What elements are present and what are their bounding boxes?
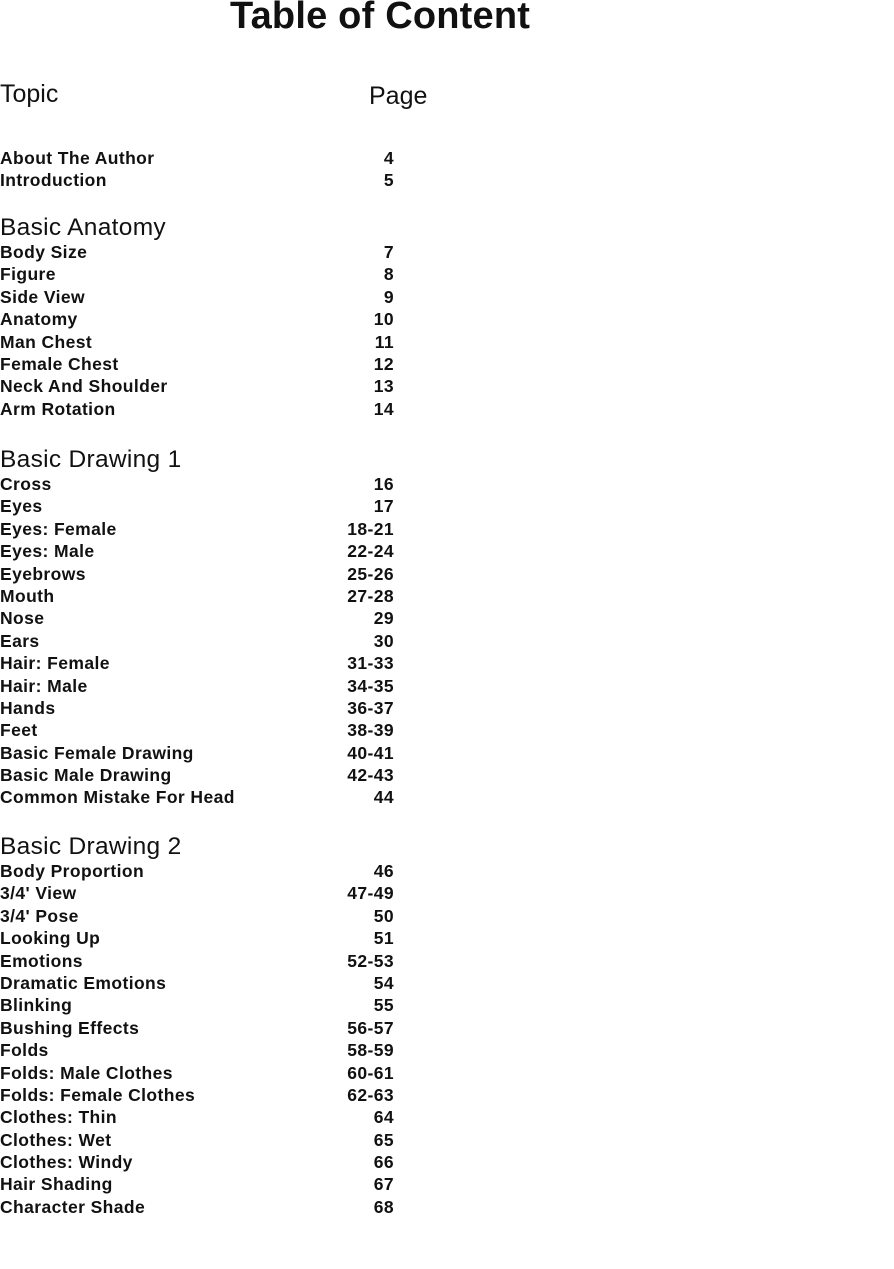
toc-entry-label: Clothes: Thin [0, 1107, 117, 1128]
toc-entry[interactable] [0, 1151, 420, 1173]
toc-entry-page: 13 [373, 376, 394, 397]
toc-entry-page: 64 [373, 1107, 394, 1128]
toc-entry-page: 60-61 [347, 1062, 394, 1083]
toc-entry-label: Folds: Male Clothes [0, 1062, 173, 1083]
toc-entry-page: 47-49 [347, 883, 394, 904]
toc-entry[interactable] [0, 882, 420, 904]
toc-entry-label: Folds: Female Clothes [0, 1084, 196, 1105]
toc-entry-page: 46 [373, 861, 394, 881]
toc-entry-page: 27-28 [347, 585, 394, 606]
toc-entry-label: 3/4' View [0, 883, 77, 904]
toc-entry[interactable] [0, 1039, 420, 1061]
toc-entry-page: 31-33 [347, 653, 394, 674]
toc-entry[interactable] [0, 652, 420, 674]
toc-entry-label: Blinking [0, 995, 73, 1016]
toc-entry-page: 38-39 [347, 720, 394, 741]
toc-entry-label: Man Chest [0, 331, 93, 352]
toc-entry[interactable] [0, 972, 420, 994]
toc-entry-label: Hair: Male [0, 675, 88, 696]
toc-entry-label: Eyes: Male [0, 541, 95, 562]
toc-entry-label: Mouth [0, 585, 55, 606]
toc-entry[interactable] [0, 353, 420, 375]
toc-entry-page: 11 [374, 331, 394, 352]
toc-entry-page: 67 [373, 1174, 394, 1195]
toc-entry-page: 9 [383, 286, 394, 307]
toc-entry-label: 3/4' Pose [0, 905, 79, 926]
toc-entry[interactable] [0, 1062, 420, 1084]
toc-entry-label: Neck And Shoulder [0, 376, 168, 397]
toc-entry[interactable] [0, 697, 420, 719]
page-title: Table of Content [230, 0, 531, 37]
toc-entry[interactable] [0, 263, 420, 285]
toc-entry-page: 66 [373, 1152, 394, 1173]
toc-entry[interactable] [0, 308, 420, 330]
toc-entry[interactable] [0, 1129, 420, 1151]
toc-entry[interactable] [0, 147, 420, 169]
toc-entry[interactable] [0, 742, 420, 764]
toc-entry-page: 30 [373, 630, 394, 651]
toc-entry[interactable] [0, 495, 420, 517]
toc-entry-page: 40-41 [347, 742, 394, 763]
toc-entry-page: 22-24 [347, 541, 394, 562]
toc-entry-label: Introduction [0, 170, 107, 191]
toc-entry-label: Eyes: Female [0, 518, 117, 539]
toc-entry-page: 36-37 [347, 697, 394, 718]
toc-entry[interactable] [0, 563, 420, 585]
toc-entry-page: 18-21 [347, 518, 394, 539]
toc-entry[interactable] [0, 398, 420, 420]
toc-entry-label: Body Proportion [0, 861, 145, 881]
toc-entry-label: Looking Up [0, 928, 101, 949]
toc-entry-label: Arm Rotation [0, 398, 116, 419]
section-basic-anatomy [0, 215, 420, 420]
toc-entry-label: Basic Female Drawing [0, 742, 194, 763]
section-title: Basic Drawing 1 [0, 446, 182, 473]
toc-entry[interactable] [0, 607, 420, 629]
toc-entry[interactable] [0, 1017, 420, 1039]
toc-entry-label: Figure [0, 264, 56, 285]
toc-entry[interactable] [0, 375, 420, 397]
toc-entry[interactable] [0, 540, 420, 562]
toc-entry[interactable] [0, 331, 420, 353]
toc-entry-label: Hands [0, 697, 56, 718]
toc-entry-page: 8 [383, 264, 394, 285]
toc-entry-page: 52-53 [347, 950, 394, 971]
toc-entry-page: 58-59 [347, 1040, 394, 1061]
toc-entry[interactable] [0, 286, 420, 308]
toc-entry-label: Female Chest [0, 353, 119, 374]
toc-entry[interactable] [0, 764, 420, 786]
toc-entry-label: Eyebrows [0, 563, 86, 584]
toc-entry-page: 62-63 [347, 1084, 394, 1105]
toc-entry-page: 17 [373, 496, 394, 517]
toc-entry-label: Side View [0, 286, 85, 307]
toc-entry-page: 4 [383, 148, 394, 168]
toc-entry-page: 56-57 [347, 1017, 394, 1038]
toc-entry[interactable] [0, 1173, 420, 1195]
toc-entry-label: Clothes: Wet [0, 1129, 112, 1150]
toc-entry-page: 10 [373, 309, 394, 330]
toc-entry-page: 29 [373, 608, 394, 629]
toc-entry-page: 16 [373, 474, 394, 494]
intro-entries [0, 147, 420, 192]
toc-entry-label: Character Shade [0, 1196, 146, 1217]
toc-entry-page: 25-26 [347, 563, 394, 584]
toc-entry[interactable] [0, 905, 420, 927]
toc-entry-page: 55 [373, 995, 394, 1016]
toc-entry-label: Emotions [0, 950, 83, 971]
page-column-header: Page [369, 82, 428, 110]
toc-entry[interactable] [0, 786, 420, 808]
toc-entry[interactable] [0, 473, 420, 495]
toc-entry[interactable] [0, 585, 420, 607]
toc-entry-page: 54 [373, 972, 394, 993]
toc-entry-label: Anatomy [0, 309, 78, 330]
toc-entry-label: About The Author [0, 148, 155, 168]
toc-entry-page: 14 [373, 398, 394, 419]
toc-entry[interactable] [0, 860, 420, 882]
section-title: Basic Drawing 2 [0, 833, 182, 860]
toc-entry-label: Feet [0, 720, 38, 741]
toc-entry-page: 50 [373, 905, 394, 926]
toc-entry-label: Basic Male Drawing [0, 765, 172, 786]
toc-entry-page: 65 [373, 1129, 394, 1150]
toc-entry-label: Body Size [0, 242, 88, 262]
toc-entry-page: 34-35 [347, 675, 394, 696]
topic-column-header: Topic [0, 80, 59, 108]
toc-entry[interactable] [0, 927, 420, 949]
toc-entry-page: 68 [373, 1196, 394, 1217]
toc-entry[interactable] [0, 950, 420, 972]
toc-entry[interactable] [0, 994, 420, 1016]
toc-entry-label: Nose [0, 608, 45, 629]
toc-entry-label: Common Mistake For Head [0, 787, 235, 808]
toc-entry[interactable] [0, 630, 420, 652]
toc-entry-page: 44 [373, 787, 394, 808]
toc-entry[interactable] [0, 169, 420, 191]
toc-entry-label: Dramatic Emotions [0, 972, 167, 993]
toc-entry-label: Folds [0, 1040, 49, 1061]
toc-entry-label: Bushing Effects [0, 1017, 140, 1038]
toc-entry-label: Hair: Female [0, 653, 110, 674]
toc-entry-page: 51 [373, 928, 394, 949]
toc-entry-page: 12 [373, 353, 394, 374]
toc-entry[interactable] [0, 241, 420, 263]
toc-entry-label: Cross [0, 474, 52, 494]
toc-entry-page: 42-43 [347, 765, 394, 786]
toc-entry[interactable] [0, 1084, 420, 1106]
section-basic-drawing-1 [0, 447, 420, 809]
section-title: Basic Anatomy [0, 214, 166, 241]
toc-entry-label: Ears [0, 630, 40, 651]
section-basic-drawing-2 [0, 834, 420, 1218]
toc-entry-label: Clothes: Windy [0, 1152, 133, 1173]
toc-entry-page: 5 [383, 170, 394, 191]
toc-entry[interactable] [0, 719, 420, 741]
toc-entry-page: 7 [383, 242, 394, 262]
toc-entry[interactable] [0, 518, 420, 540]
toc-entry[interactable] [0, 675, 420, 697]
toc-entry[interactable] [0, 1106, 420, 1128]
toc-entry-label: Eyes [0, 496, 43, 517]
toc-entry-label: Hair Shading [0, 1174, 113, 1195]
toc-entry[interactable] [0, 1196, 420, 1218]
